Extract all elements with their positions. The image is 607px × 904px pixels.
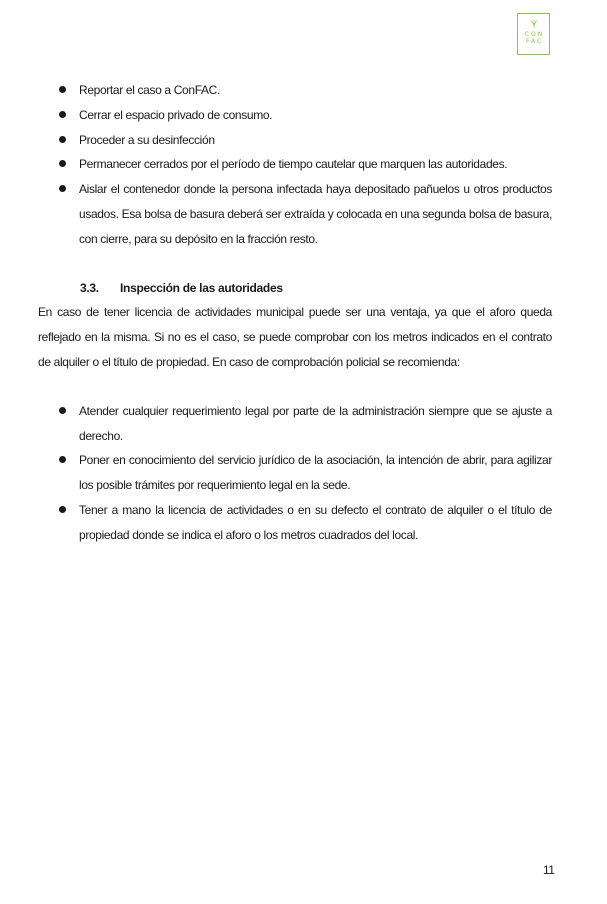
- bullet-icon: [59, 506, 66, 513]
- bullet-icon: [59, 456, 66, 463]
- confac-logo: [517, 13, 550, 55]
- bullet-list-top: [38, 78, 552, 252]
- logo-text-line2: FAC: [525, 38, 544, 45]
- list-item: Atender cualquier requerimiento legal por parte de la administración siempre que se ajuste a derecho.: [38, 399, 552, 449]
- section-title: Inspección de las autoridades: [120, 280, 283, 295]
- body-paragraph: En caso de tener licencia de actividades municipal puede ser una ventaja, ya que el aforo queda reflejado en la misma. Si no es el caso, se puede comprobar con los metros indicados en el contrato de alquiler o el título de propiedad. En caso de comprobación policial se recomienda:: [38, 305, 552, 369]
- bullet-icon: [59, 160, 66, 167]
- list-item: Aislar el contenedor donde la persona infectada haya depositado pañuelos u otros productos usados. Esa bolsa de basura deberá ser extraída y colocada en una segunda bolsa de basura, con cierre, para su depósito en la fracción resto.: [38, 177, 552, 251]
- list-item: Proceder a su desinfección: [38, 128, 552, 153]
- list-item: Poner en conocimiento del servicio jurídico de la asociación, la intención de abrir, para agilizar los posible trámites por requerimiento legal en la sede.: [38, 448, 552, 498]
- bullet-icon: [59, 185, 66, 192]
- plant-leaf-icon: [527, 17, 541, 31]
- section-heading: [38, 276, 552, 301]
- list-item: Reportar el caso a ConFAC.: [38, 78, 552, 103]
- list-item: Cerrar el espacio privado de consumo.: [38, 103, 552, 128]
- list-item: Tener a mano la licencia de actividades o en su defecto el contrato de alquiler o el título de propiedad donde se indica el aforo o los metros cuadrados del local.: [38, 498, 552, 548]
- page-content: [38, 78, 552, 548]
- bullet-list-bottom: [38, 399, 552, 548]
- list-item: Permanecer cerrados por el período de tiempo cautelar que marquen las autoridades.: [38, 152, 552, 177]
- bullet-icon: [59, 407, 66, 414]
- section-number: 3.3.: [80, 280, 99, 295]
- logo-text-line1: CON: [524, 31, 545, 38]
- bullet-icon: [59, 86, 66, 93]
- page-number: 11: [543, 863, 555, 877]
- bullet-icon: [59, 111, 66, 118]
- bullet-icon: [59, 136, 66, 143]
